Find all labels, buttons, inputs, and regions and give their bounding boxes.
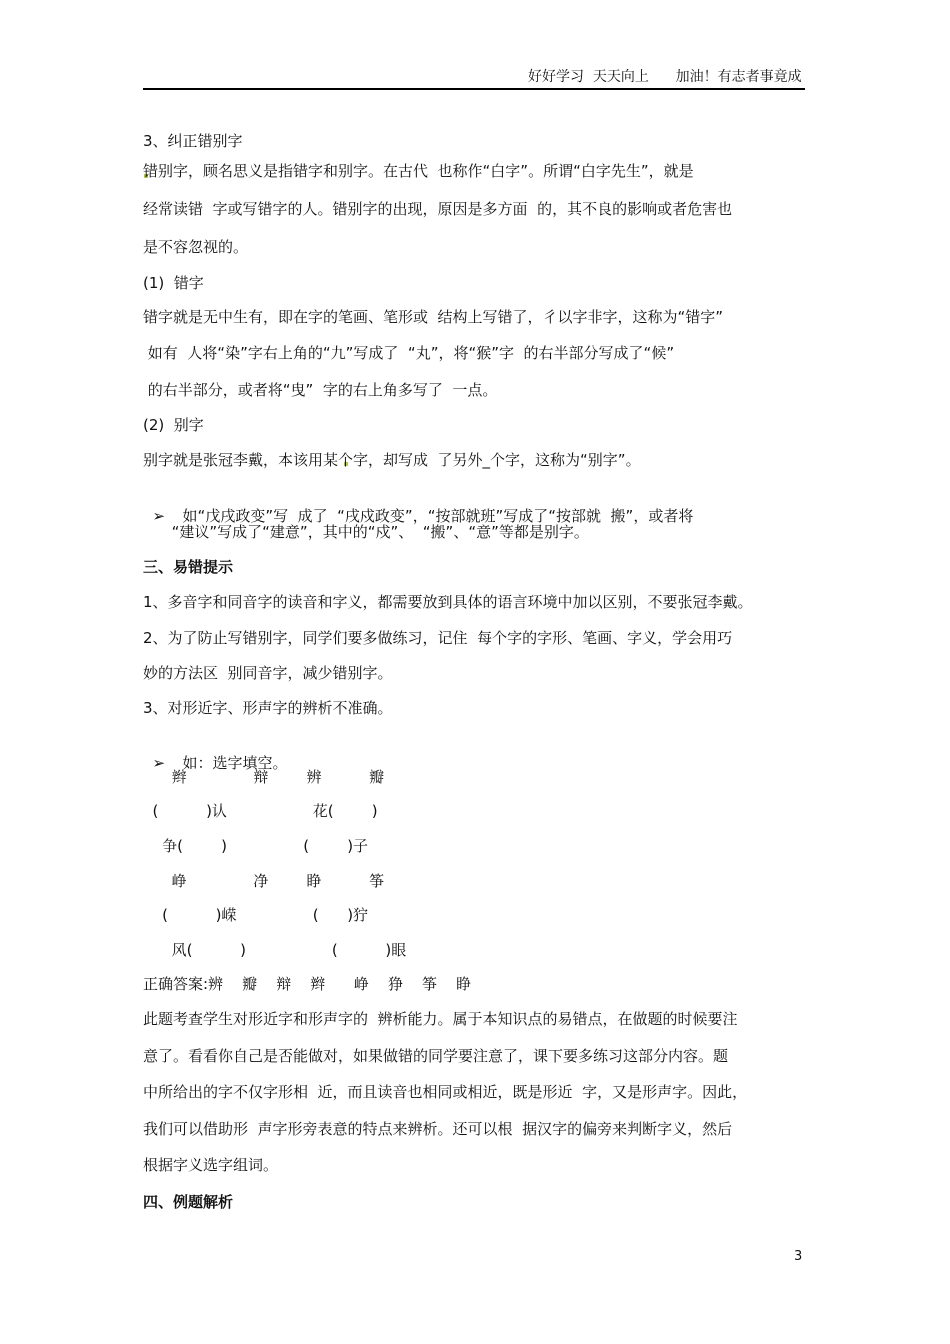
paragraph-line: 的右半部分，或者将“曳” 字的右上角多写了 一点。 — [143, 381, 498, 399]
paragraph-line: 经常读错 字或写错字的人。错别字的出现，原因是多方面 的，其不良的影响或者危害也 — [143, 200, 733, 218]
list-heading: (1) 错字 — [143, 274, 204, 292]
bullet-text: 如“戊戌政变”写 成了 “戌戍政变”，“按部就班”写成了“按部就 搬”，或者将 — [182, 507, 694, 525]
section-heading: 三、易错提示 — [143, 558, 234, 576]
paragraph-line: 我们可以借助形 声字形旁表意的特点来辨析。还可以根 据汉字的偏旁来判断字义，然后 — [143, 1120, 733, 1138]
paragraph-line: 是不容忽视的。 — [143, 238, 249, 256]
arrow-bullet-icon: ➢ — [152, 754, 166, 772]
header-rule — [143, 88, 805, 90]
exercise-char-row: 辫 辩 辨 瓣 — [143, 768, 385, 786]
section-heading: 四、例题解析 — [143, 1193, 234, 1211]
paragraph-line: 中所给出的字不仅字形相 近，而且读音也相同或相近，既是形近 字，又是形声字。因此， — [143, 1083, 748, 1101]
paragraph-line: 错别字，顾名思义是指错字和别字。在古代 也称作“白字”。所谓“白字先生”，就是 — [143, 162, 694, 180]
paragraph-line: 此题考查学生对形近字和形声字的 辨析能力。属于本知识点的易错点，在做题的时候要注 — [143, 1010, 738, 1028]
exercise-blank-row: 争( ) ( )子 — [143, 837, 369, 855]
paragraph-line: 3、对形近字、形声字的辨析不准确。 — [143, 699, 393, 717]
section-subheading: 3、纠正错别字 — [143, 132, 243, 150]
exercise-blank-row: ( )认 花( ) — [143, 802, 378, 820]
bullet-text: 如：选字填空。 — [182, 754, 288, 772]
exercise-blank-row: ( )嵘 ( )狞 — [143, 906, 369, 924]
paragraph-line: 妙的方法区 别同音字，减少错别字。 — [143, 664, 393, 682]
paragraph-line: 意了。看看你自己是否能做对，如果做错的同学要注意了，课下要多练习这部分内容。题 — [143, 1047, 729, 1065]
list-heading: (2) 别字 — [143, 416, 204, 434]
exercise-char-row: 峥 净 睁 筝 — [143, 872, 385, 890]
answer-line: 正确答案:辨 瓣 辩 辫 峥 狰 筝 睁 — [143, 975, 472, 993]
paragraph-line: 1、多音字和同音字的读音和字义，都需要放到具体的语言环境中加以区别，不要张冠李戴。 — [143, 593, 753, 611]
bullet-line — [143, 486, 693, 526]
header-motto: 好好学习 天天向上 加油！有志者事竟成 — [528, 69, 802, 85]
paragraph-line: 别字就是张冠李戴，本该用某个字，却写成 了另外_个字，这称为“别字”。 — [143, 451, 641, 469]
paragraph-line: 如有 人将“染”字右上角的“九”写成了 “丸”，将“猴”字 的右半部分写成了“候” — [143, 344, 675, 362]
paragraph-line: 2、为了防止写错别字，同学们要多做练习，记住 每个字的字形、笔画、字义，学会用巧 — [143, 629, 733, 647]
page-number: 3 — [794, 1249, 803, 1264]
paragraph-line: 错字就是无中生有，即在字的笔画、笔形或 结构上写错了，彳以字非字，这称为“错字” — [143, 308, 724, 326]
arrow-bullet-icon: ➢ — [152, 507, 166, 525]
paragraph-line: 根据字义选字组词。 — [143, 1156, 279, 1174]
paragraph-line: “建议”写成了“建意”，其中的“戍”、 “搬”、“意”等都是别字。 — [143, 523, 589, 541]
exercise-blank-row: 风( ) ( )眼 — [143, 941, 407, 959]
